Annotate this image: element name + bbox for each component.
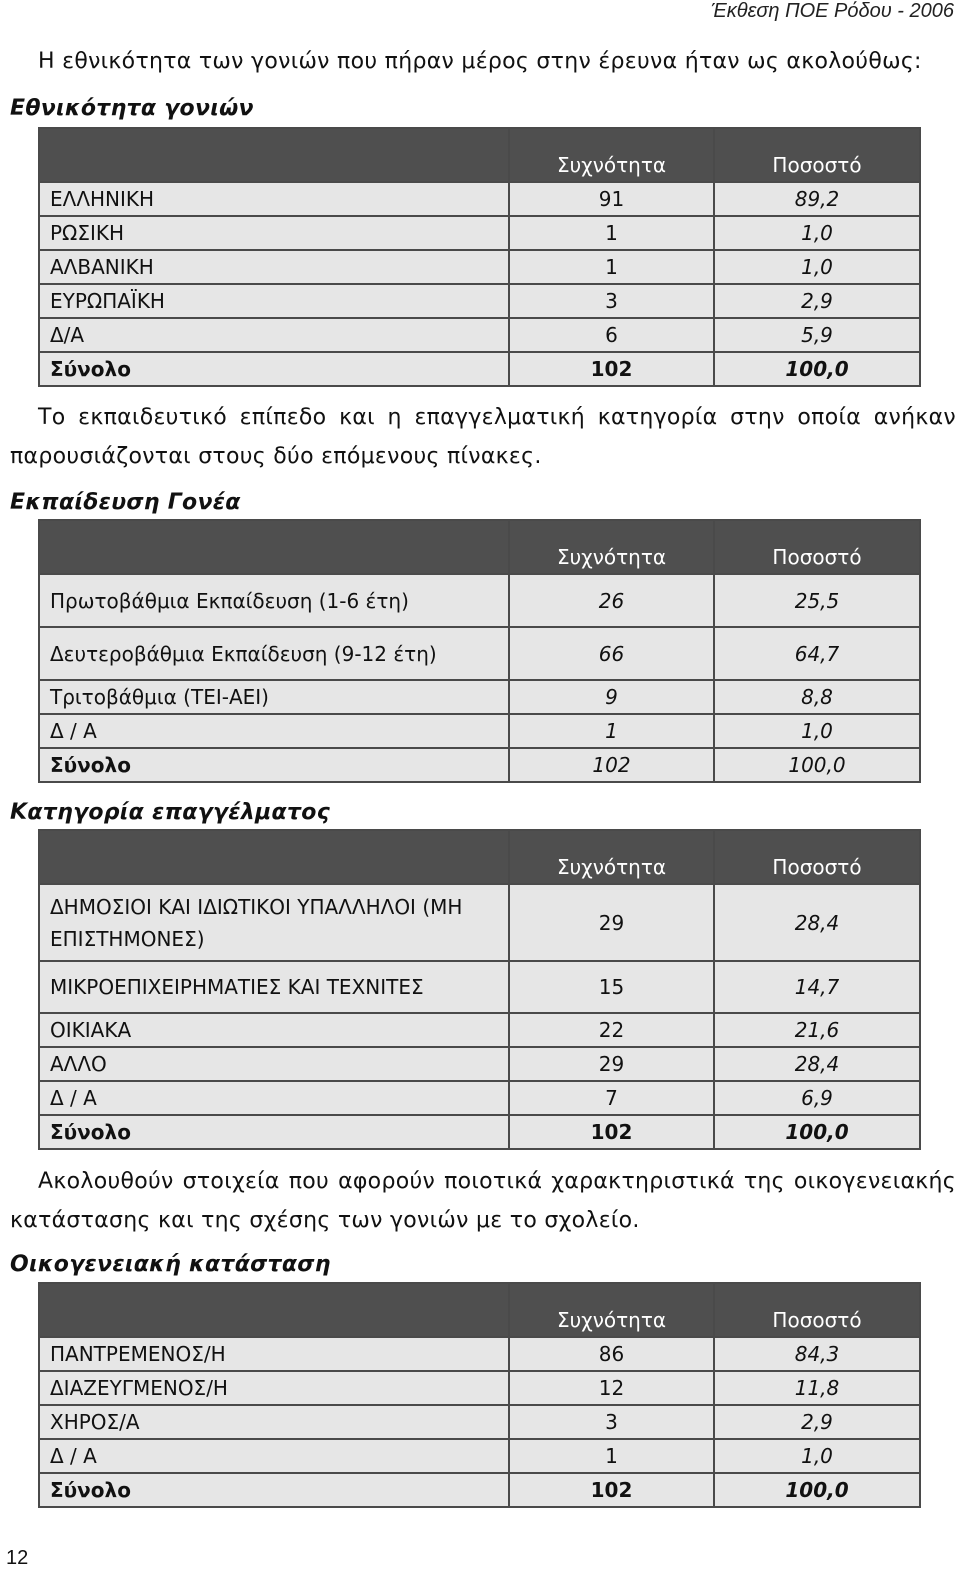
row-percentage: 100,0 — [714, 1473, 920, 1507]
table-row — [39, 714, 920, 748]
row-label: Σύνολο — [39, 748, 509, 782]
row-percentage: 2,9 — [714, 284, 920, 318]
row-frequency: 1 — [509, 1439, 714, 1473]
table-row — [39, 1439, 920, 1473]
header-frequency: Συχνότητα — [509, 520, 714, 574]
table-row — [39, 1371, 920, 1405]
row-frequency: 102 — [509, 748, 714, 782]
row-label: Τριτοβάθμια (ΤΕΙ-ΑΕΙ) — [39, 680, 509, 714]
table-row — [39, 680, 920, 714]
row-percentage: 28,4 — [714, 1047, 920, 1081]
row-percentage: 100,0 — [714, 1115, 920, 1149]
intro-text: Η εθνικότητα των γονιών που πήραν μέρος στην έρευνα ήταν ως ακολούθως: — [38, 49, 922, 74]
row-frequency: 3 — [509, 1405, 714, 1439]
row-percentage: 14,7 — [714, 961, 920, 1013]
row-frequency: 102 — [509, 352, 714, 386]
table-title-occupation: Κατηγορία επαγγέλματος — [10, 800, 331, 825]
row-label: ΑΛΒΑΝΙΚΗ — [39, 250, 509, 284]
row-frequency: 7 — [509, 1081, 714, 1115]
row-percentage: 6,9 — [714, 1081, 920, 1115]
row-percentage: 1,0 — [714, 714, 920, 748]
row-frequency: 29 — [509, 1047, 714, 1081]
row-percentage: 2,9 — [714, 1405, 920, 1439]
header-frequency: Συχνότητα — [509, 128, 714, 182]
family-intro-paragraph — [10, 1162, 956, 1240]
row-percentage: 100,0 — [714, 748, 920, 782]
row-label: Δ / Α — [39, 1081, 509, 1115]
row-frequency: 15 — [509, 961, 714, 1013]
table-row — [39, 318, 920, 352]
row-label: ΟΙΚΙΑΚΑ — [39, 1013, 509, 1047]
table-row — [39, 1405, 920, 1439]
row-frequency: 22 — [509, 1013, 714, 1047]
row-frequency: 102 — [509, 1473, 714, 1507]
row-percentage: 25,5 — [714, 574, 920, 627]
row-percentage: 1,0 — [714, 216, 920, 250]
row-frequency: 3 — [509, 284, 714, 318]
nationality-table — [38, 127, 921, 387]
row-percentage: 89,2 — [714, 182, 920, 216]
row-frequency: 66 — [509, 627, 714, 680]
row-label: Δ / Α — [39, 1439, 509, 1473]
row-frequency: 1 — [509, 714, 714, 748]
table-row — [39, 1081, 920, 1115]
header-percentage: Ποσοστό — [714, 128, 920, 182]
table-row — [39, 1337, 920, 1371]
row-label: Δ / Α — [39, 714, 509, 748]
row-label: ΑΛΛΟ — [39, 1047, 509, 1081]
table-row — [39, 250, 920, 284]
row-percentage: 5,9 — [714, 318, 920, 352]
row-label: Δ/Α — [39, 318, 509, 352]
row-label: ΔΗΜΟΣΙΟΙ ΚΑΙ ΙΔΙΩΤΙΚΟΙ ΥΠΑΛΛΗΛΟΙ (ΜΗ ΕΠΙΣΤΗΜΟΝΕΣ) — [39, 884, 509, 961]
table-header-row — [39, 128, 920, 182]
row-percentage: 28,4 — [714, 884, 920, 961]
table-title-education: Εκπαίδευση Γονέα — [10, 490, 241, 515]
table-row — [39, 216, 920, 250]
row-label: Πρωτοβάθμια Εκπαίδευση (1-6 έτη) — [39, 574, 509, 627]
row-frequency: 12 — [509, 1371, 714, 1405]
marital-status-table — [38, 1282, 921, 1508]
table-row — [39, 627, 920, 680]
header-empty-cell — [39, 520, 509, 574]
row-label: ΠΑΝΤΡΕΜΕΝΟΣ/Η — [39, 1337, 509, 1371]
intro-paragraph — [10, 42, 956, 81]
header-empty-cell — [39, 1283, 509, 1337]
row-percentage: 64,7 — [714, 627, 920, 680]
total-row — [39, 748, 920, 782]
header-percentage: Ποσοστό — [714, 1283, 920, 1337]
row-label: Σύνολο — [39, 1115, 509, 1149]
row-frequency: 1 — [509, 250, 714, 284]
row-percentage: 1,0 — [714, 250, 920, 284]
row-frequency: 86 — [509, 1337, 714, 1371]
row-frequency: 1 — [509, 216, 714, 250]
total-row — [39, 1473, 920, 1507]
table-row — [39, 961, 920, 1013]
row-label: ΕΥΡΩΠΑΪΚΗ — [39, 284, 509, 318]
row-label: Δευτεροβάθμια Εκπαίδευση (9-12 έτη) — [39, 627, 509, 680]
table-row — [39, 182, 920, 216]
row-frequency: 29 — [509, 884, 714, 961]
running-header: Έκθεση ΠΟΕ Ρόδου - 2006 — [710, 0, 954, 22]
total-row — [39, 1115, 920, 1149]
row-label: ΜΙΚΡΟΕΠΙΧΕΙΡΗΜΑΤΙΕΣ ΚΑΙ ΤΕΧΝΙΤΕΣ — [39, 961, 509, 1013]
education-intro-paragraph — [10, 398, 956, 476]
row-label: Σύνολο — [39, 352, 509, 386]
row-percentage: 100,0 — [714, 352, 920, 386]
row-frequency: 6 — [509, 318, 714, 352]
table-row — [39, 574, 920, 627]
table-row — [39, 884, 920, 961]
row-label: ΔΙΑΖΕΥΓΜΕΝΟΣ/Η — [39, 1371, 509, 1405]
table-header-row — [39, 830, 920, 884]
row-label: ΕΛΛΗΝΙΚΗ — [39, 182, 509, 216]
header-frequency: Συχνότητα — [509, 1283, 714, 1337]
header-percentage: Ποσοστό — [714, 520, 920, 574]
row-label: Σύνολο — [39, 1473, 509, 1507]
occupation-table — [38, 829, 921, 1150]
education-intro-text: Το εκπαιδευτικό επίπεδο και η επαγγελματική κατηγορία στην οποία ανήκαν παρουσιάζονται στους δύο επόμενους πίνακες. — [10, 405, 956, 469]
row-percentage: 8,8 — [714, 680, 920, 714]
family-intro-text: Ακολουθούν στοιχεία που αφορούν ποιοτικά χαρακτηριστικά της οικογενειακής κατάστασης και της σχέσης των γονιών με το σχολείο. — [10, 1169, 956, 1233]
table-header-row — [39, 1283, 920, 1337]
page-number: 12 — [6, 1547, 29, 1569]
row-frequency: 9 — [509, 680, 714, 714]
row-percentage: 84,3 — [714, 1337, 920, 1371]
table-row — [39, 284, 920, 318]
row-frequency: 26 — [509, 574, 714, 627]
row-label: ΧΗΡΟΣ/Α — [39, 1405, 509, 1439]
total-row — [39, 352, 920, 386]
table-row — [39, 1013, 920, 1047]
row-frequency: 91 — [509, 182, 714, 216]
header-percentage: Ποσοστό — [714, 830, 920, 884]
header-empty-cell — [39, 128, 509, 182]
row-percentage: 11,8 — [714, 1371, 920, 1405]
row-label: ΡΩΣΙΚΗ — [39, 216, 509, 250]
header-empty-cell — [39, 830, 509, 884]
row-percentage: 21,6 — [714, 1013, 920, 1047]
table-row — [39, 1047, 920, 1081]
table-title-nationality: Εθνικότητα γονιών — [10, 96, 254, 121]
header-frequency: Συχνότητα — [509, 830, 714, 884]
table-title-marital-status: Οικογενειακή κατάσταση — [10, 1252, 331, 1277]
table-header-row — [39, 520, 920, 574]
row-percentage: 1,0 — [714, 1439, 920, 1473]
education-table — [38, 519, 921, 783]
row-frequency: 102 — [509, 1115, 714, 1149]
